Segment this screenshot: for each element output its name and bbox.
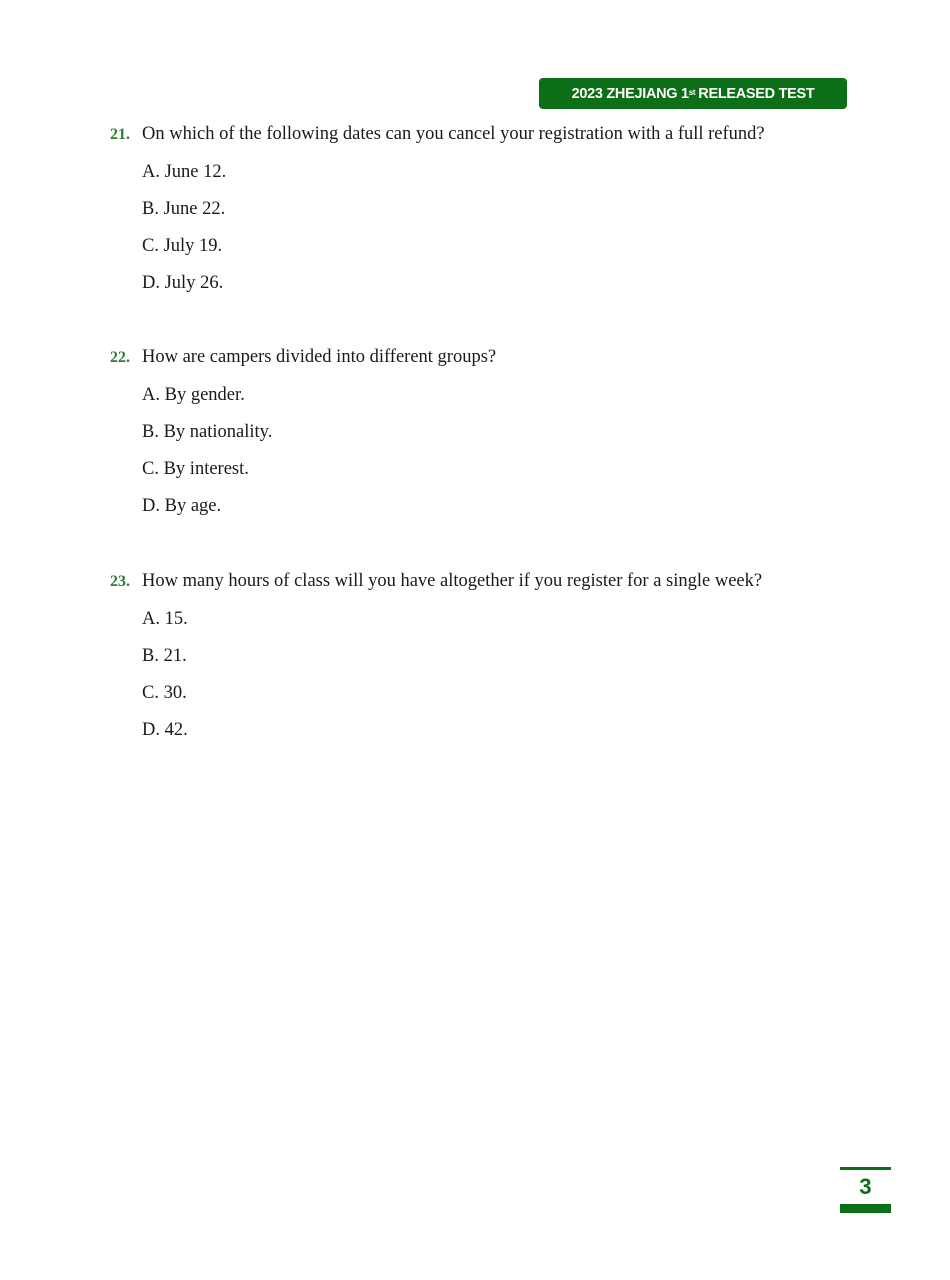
option-c[interactable]: C. 30. bbox=[142, 683, 187, 703]
question-text: How many hours of class will you have altogether if you register for a single week? bbox=[142, 571, 763, 591]
option-a[interactable]: A. June 12. bbox=[142, 162, 227, 182]
option-b[interactable]: B. By nationality. bbox=[142, 422, 273, 442]
question-number: 23. bbox=[110, 573, 130, 590]
page-number-box bbox=[840, 1167, 891, 1213]
test-title-ordinal-suffix: st bbox=[688, 88, 696, 97]
page-number-top-rule bbox=[840, 1167, 891, 1170]
question-22 bbox=[110, 345, 910, 518]
option-b[interactable]: B. 21. bbox=[142, 646, 187, 666]
question-number: 22. bbox=[110, 349, 130, 366]
option-d[interactable]: D. 42. bbox=[142, 720, 188, 740]
option-b[interactable]: B. June 22. bbox=[142, 199, 226, 219]
test-title-suffix: RELEASED TEST bbox=[698, 85, 815, 102]
question-stem bbox=[110, 345, 910, 370]
question-stem bbox=[110, 122, 910, 147]
question-21 bbox=[110, 122, 910, 295]
answer-options bbox=[110, 607, 910, 742]
page-number-bottom-bar bbox=[840, 1204, 891, 1213]
option-d[interactable]: D. By age. bbox=[142, 496, 222, 516]
answer-options bbox=[110, 160, 910, 295]
option-c[interactable]: C. July 19. bbox=[142, 236, 223, 256]
option-a[interactable]: A. 15. bbox=[142, 609, 188, 629]
question-text: On which of the following dates can you cancel your registration with a full refund? bbox=[142, 124, 765, 144]
option-d[interactable]: D. July 26. bbox=[142, 273, 224, 293]
question-text: How are campers divided into different groups? bbox=[142, 347, 497, 367]
question-23 bbox=[110, 569, 910, 742]
option-a[interactable]: A. By gender. bbox=[142, 385, 245, 405]
answer-options bbox=[110, 383, 910, 518]
question-stem bbox=[110, 569, 910, 594]
test-title-prefix: 2023 ZHEJIANG 1 bbox=[571, 85, 689, 102]
option-c[interactable]: C. By interest. bbox=[142, 459, 249, 479]
page-number: 3 bbox=[859, 1174, 872, 1199]
test-title-badge bbox=[539, 78, 847, 109]
question-number: 21. bbox=[110, 126, 130, 143]
